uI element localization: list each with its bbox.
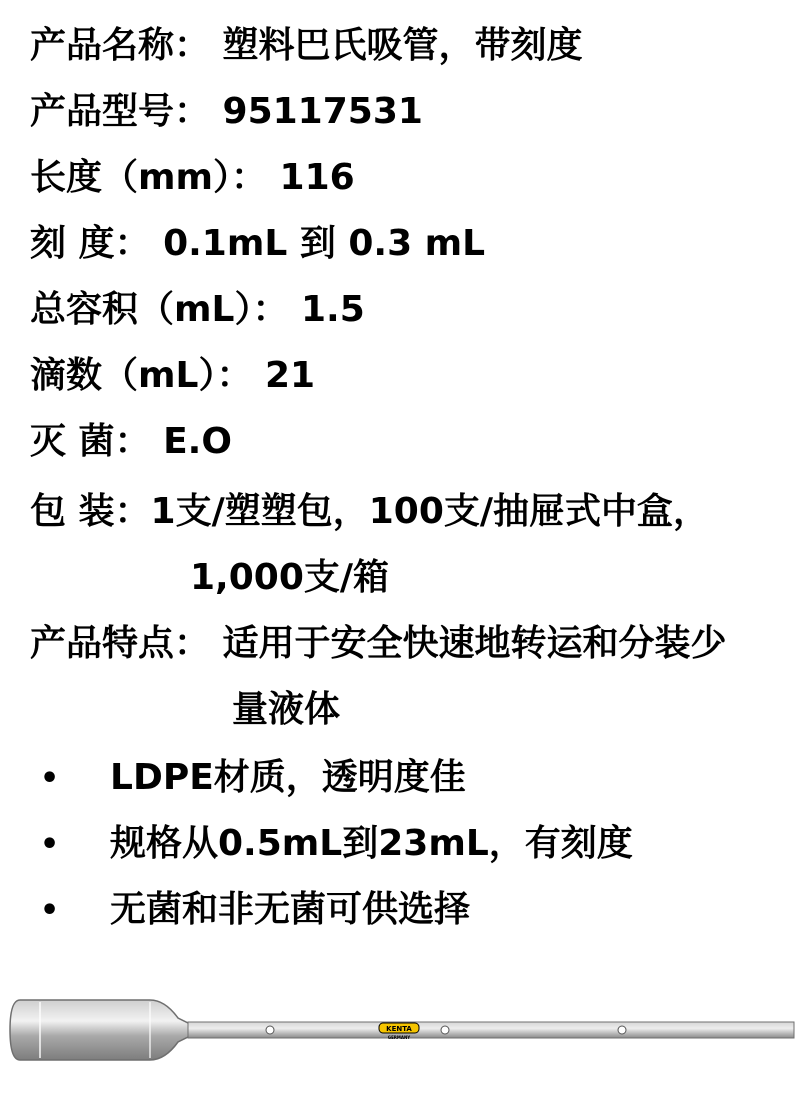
feature-text: LDPE材质，透明度佳 — [110, 757, 466, 798]
feature-text: 规格从0.5mL到23mL，有刻度 — [110, 823, 633, 864]
spec-packaging: 包 装：1支/塑塑包，100支/抽屉式中盒， — [30, 491, 710, 532]
spec-drops: 滴数（mL）： 21 — [30, 355, 316, 396]
spec-product-model: 产品型号： 95117531 — [30, 91, 423, 132]
spec-graduation: 刻 度： 0.1mL 到 0.3 mL — [30, 223, 486, 264]
spec-features-continued: 量液体 — [232, 689, 341, 730]
spec-packaging-continued: 1,000支/箱 — [190, 557, 390, 598]
spec-length: 长度（mm）： 116 — [30, 157, 355, 198]
feature-text: 无菌和非无菌可供选择 — [110, 889, 471, 930]
pipette-bulb — [10, 1000, 190, 1060]
spec-sterilization: 灭 菌： E.O — [30, 421, 232, 462]
kenta-logo-sub: GERMANY — [387, 1035, 411, 1040]
kenta-logo-text: KENTA — [386, 1025, 412, 1033]
spec-product-name: 产品名称： 塑料巴氏吸管，带刻度 — [30, 25, 583, 66]
spec-features-heading: 产品特点： 适用于安全快速地转运和分装少 — [30, 623, 727, 664]
bullet-icon: • — [40, 893, 60, 928]
bullet-icon: • — [40, 761, 60, 796]
bullet-icon: • — [40, 827, 60, 862]
pipette-illustration — [0, 990, 800, 1080]
spec-total-volume: 总容积（mL）： 1.5 — [30, 289, 365, 330]
pipette-image — [0, 990, 800, 1080]
pipette-stem — [188, 1022, 794, 1038]
